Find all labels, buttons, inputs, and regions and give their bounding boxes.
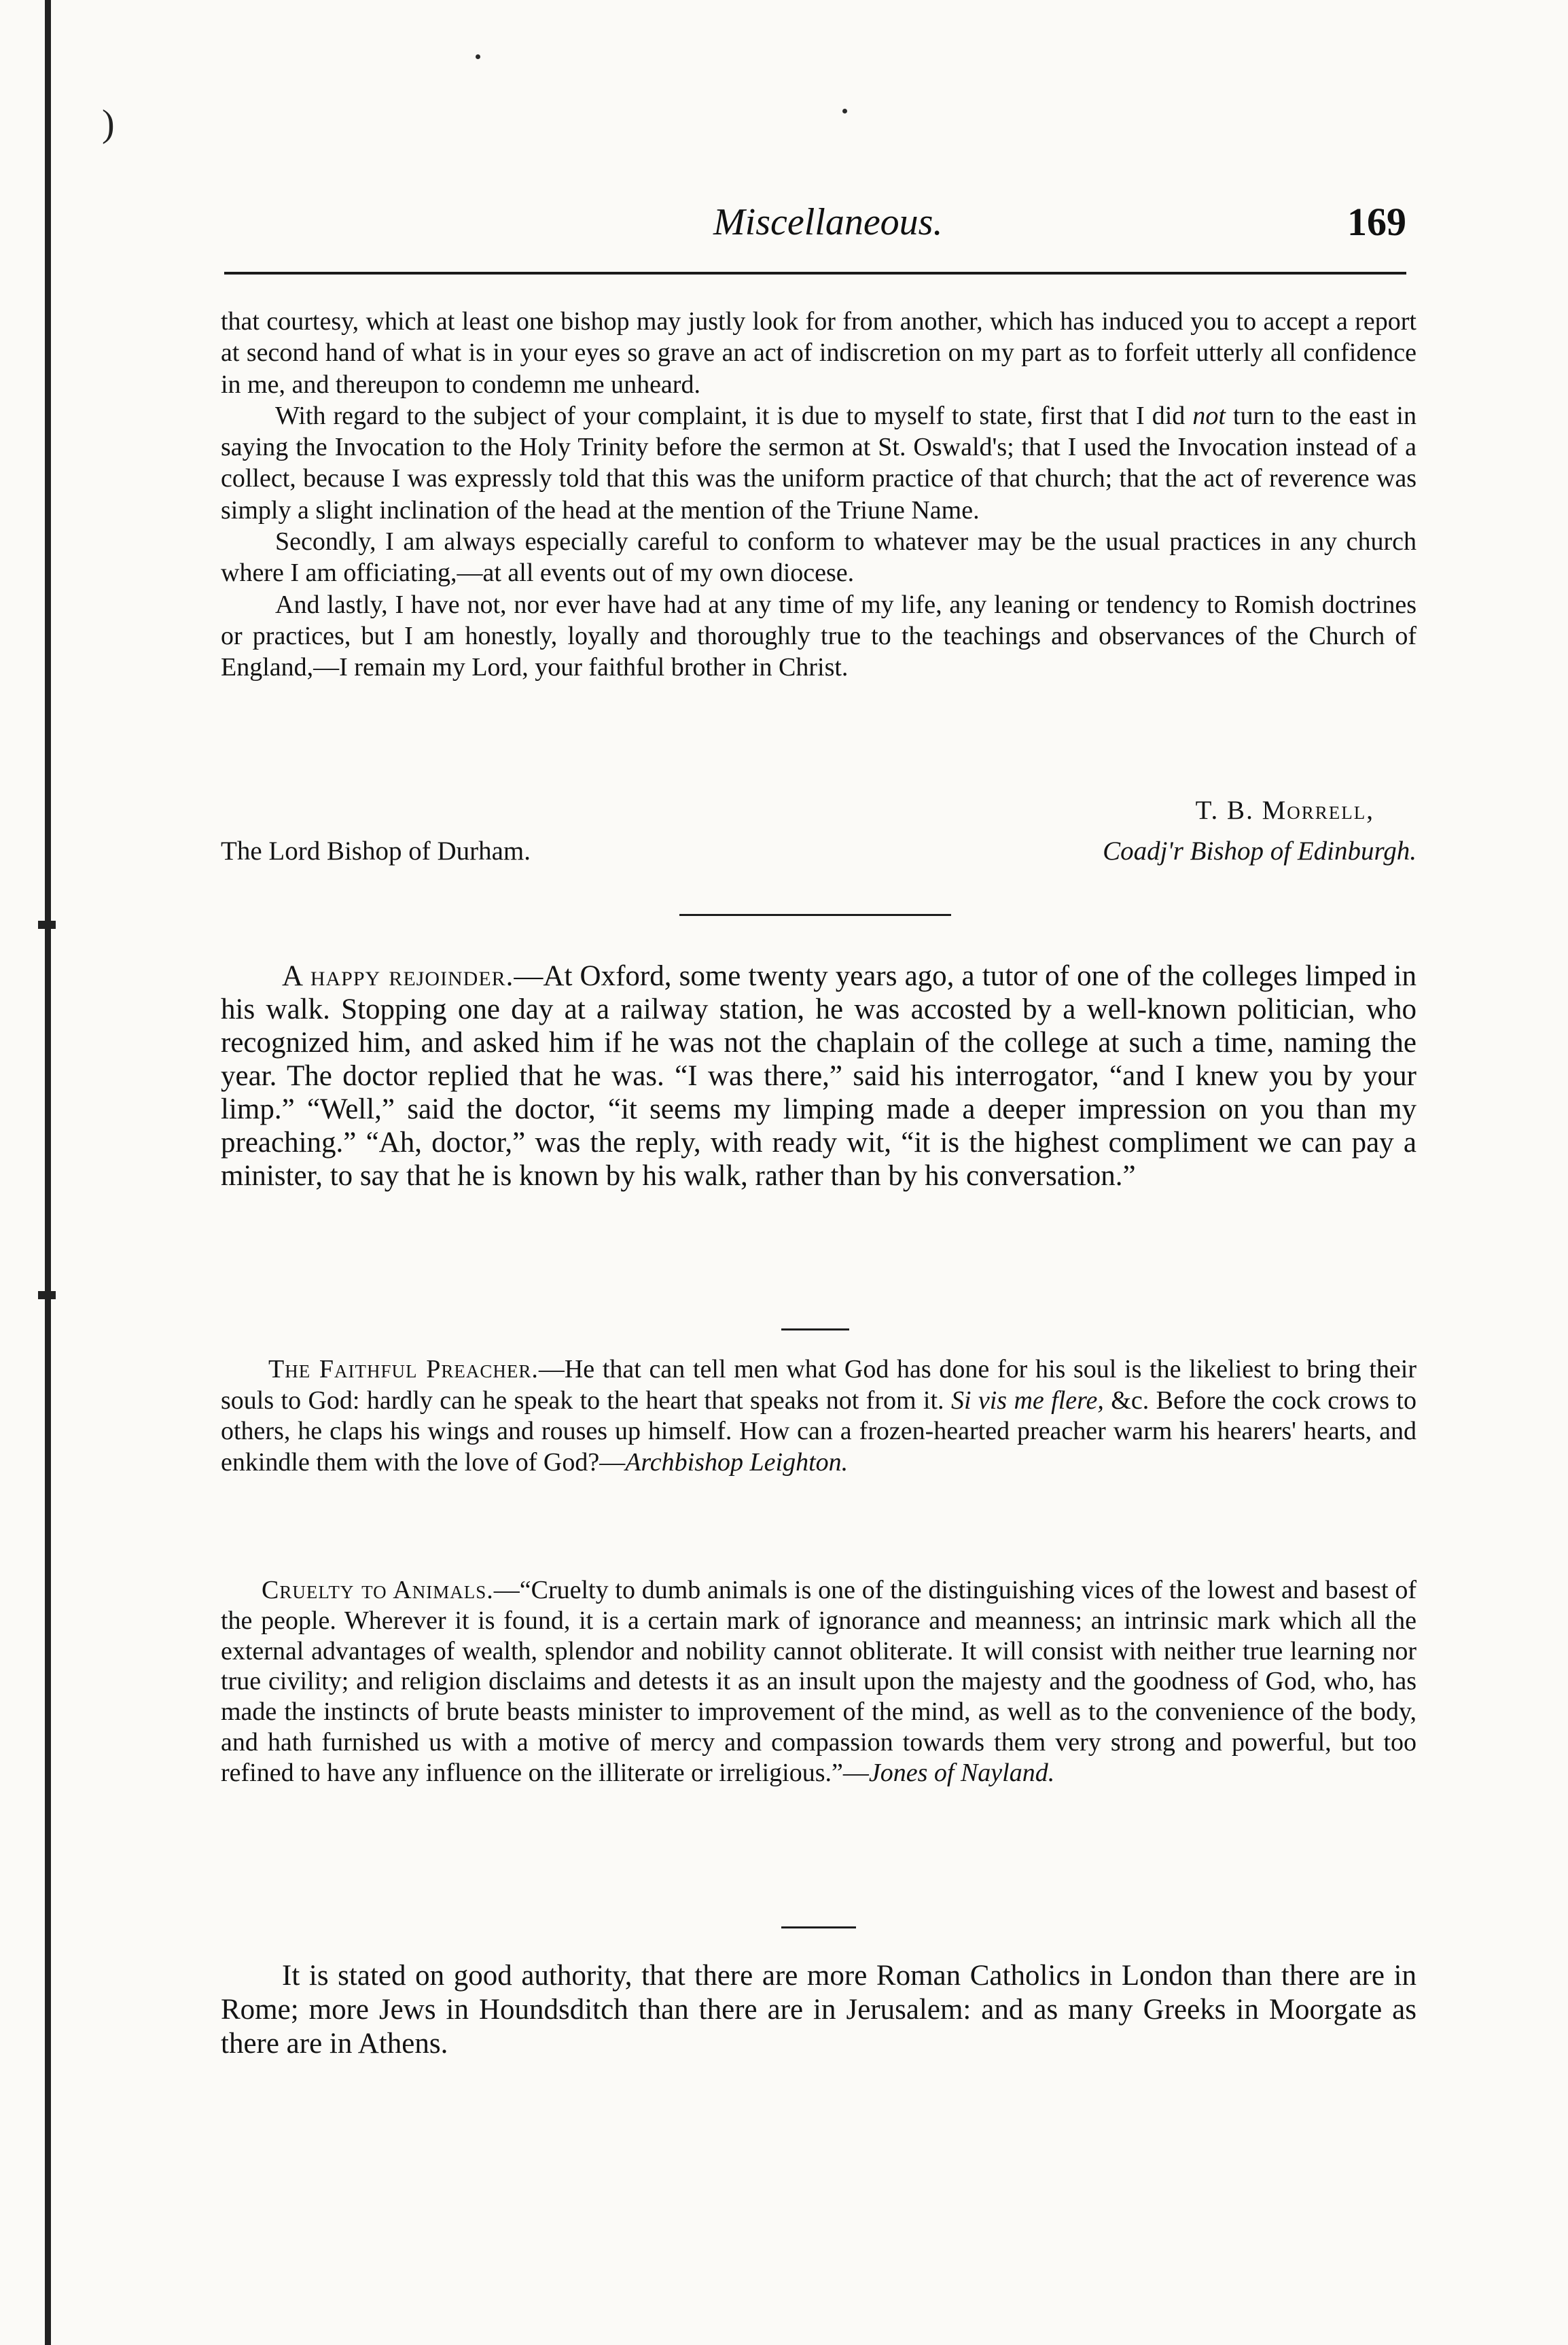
letter-paragraph [221,400,1416,526]
addressee: The Lord Bishop of Durham. [221,836,531,866]
running-head: Miscellaneous. [713,201,943,243]
print-speck [476,54,480,59]
cruelty-to-animals-section [221,1575,1416,1788]
section-text: &c. Before the cock crows to others, he claps his wings and rouses up himself. How can a frozen-hearted preacher warm his hearers' hearts, and enkindle them with the love of God?— [221,1386,1416,1477]
signature-title: Coadj'r Bishop of Edinburgh. [1103,836,1416,866]
section-paragraph: It is stated on good authority, that there are more Roman Catholics in London than there are in Rome; more Jews in Houndsditch than there are in Jerusalem: and as many Greeks in Moorgate as there are in Athens. [221,1960,1416,2060]
letter-paragraph: Secondly, I am always especially careful to conform to whatever may be the usual practices in any church where I am officiating,—at all events out of my own diocese. [221,527,1416,588]
section-heading: A happy rejoinder. [282,960,514,992]
page-header [224,200,1406,255]
letter-text: turn to the east in saying the Invocation to the Holy Trinity before the sermon at St. Oswald's; that I used the Invocation instead of a collect, because I was expressly told that this was the uniform practice of that church; that the act of reverence was simply a slight inclination of the head at the mention of the Triune Name. [221,401,1416,525]
binding-mark [38,921,56,929]
attribution: Archbishop Leighton. [625,1447,849,1477]
print-speck [842,109,847,113]
section-heading: Cruelty to Animals. [262,1576,494,1604]
section-text: —“Cruelty to dumb animals is one of the distinguishing vices of the lowest and basest of the people. Wherever it is found, it is a certain mark of ignorance and meanness; an intrinsic mark which all the external advantages of wealth, splendor and nobility cannot obliterate. It will consist with neither true learning nor true civility; and religion disclaims and detests it as an insult upon the majesty and the goodness of God, who, has made the instincts of brute beasts minister to improvement of the mind, as well as to the convenience of the body, and hath furnished us with a motive of mercy and compassion towards them very strong and powerful, but too refined to have any influence on the illiterate or irreligious.”— [221,1576,1416,1787]
margin-mark: ) [102,103,115,145]
binding-edge-line [45,0,51,2345]
emphasis-text: not [1192,401,1226,430]
signature-name: T. B. Morrell, [1195,796,1374,825]
section-paragraph [221,959,1416,1193]
closing-paragraph-section [221,1959,1416,2061]
page-number: 169 [1347,200,1406,244]
letter-paragraph: And lastly, I have not, nor ever have had at any time of my life, any leaning or tendency to Romish doctrines or practices, but I am honestly, loyally and thoroughly true to the teachings and observances of the Church of England,—I remain my Lord, your faithful brother in Christ. [221,590,1416,682]
header-rule [224,272,1406,275]
section-paragraph [221,1354,1416,1478]
section-text: —At Oxford, some twenty years ago, a tutor of one of the colleges limped in his walk. Stopping one day at a railway station, he was accosted by a well-known politician, who recognized him, and asked him if he was not the chaplain of the college at such a time, naming the year. The doctor replied that he was. “I was there,” said his interrogator, “and I knew you by your limp.” “Well,” said the doctor, “it seems my limping made a deeper impression on you than my preaching.” “Ah, doctor,” was the reply, with ready wit, “it is the highest compliment we can pay a minister, to say that he is known by his walk, rather than by his conversation.” [221,960,1416,1192]
section-divider [781,1926,856,1928]
binding-mark [38,1291,56,1299]
letter-text: With regard to the subject of your complaint, it is due to myself to state, first that I did [275,401,1193,430]
section-heading: The Faithful Preacher. [268,1355,539,1383]
happy-rejoinder-section [221,959,1416,1193]
section-paragraph [221,1575,1416,1788]
section-divider [679,914,951,916]
section-divider [781,1328,849,1330]
letter-section [221,306,1416,684]
latin-quote: Si vis me flere, [950,1386,1104,1415]
faithful-preacher-section [221,1354,1416,1478]
section-text: —He that can tell men what God has done for his soul is the likeliest to bring their souls to God: hardly can he speak to the heart that speaks not from it. [221,1355,1416,1415]
letter-paragraph: that courtesy, which at least one bishop may justly look for from another, which has induced you to accept a report at second hand of what is in your eyes so grave an act of indiscretion on my part as to forfeit utterly all confidence in me, and thereupon to condemn me unheard. [221,307,1416,399]
attribution: Jones of Nayland. [868,1758,1055,1787]
